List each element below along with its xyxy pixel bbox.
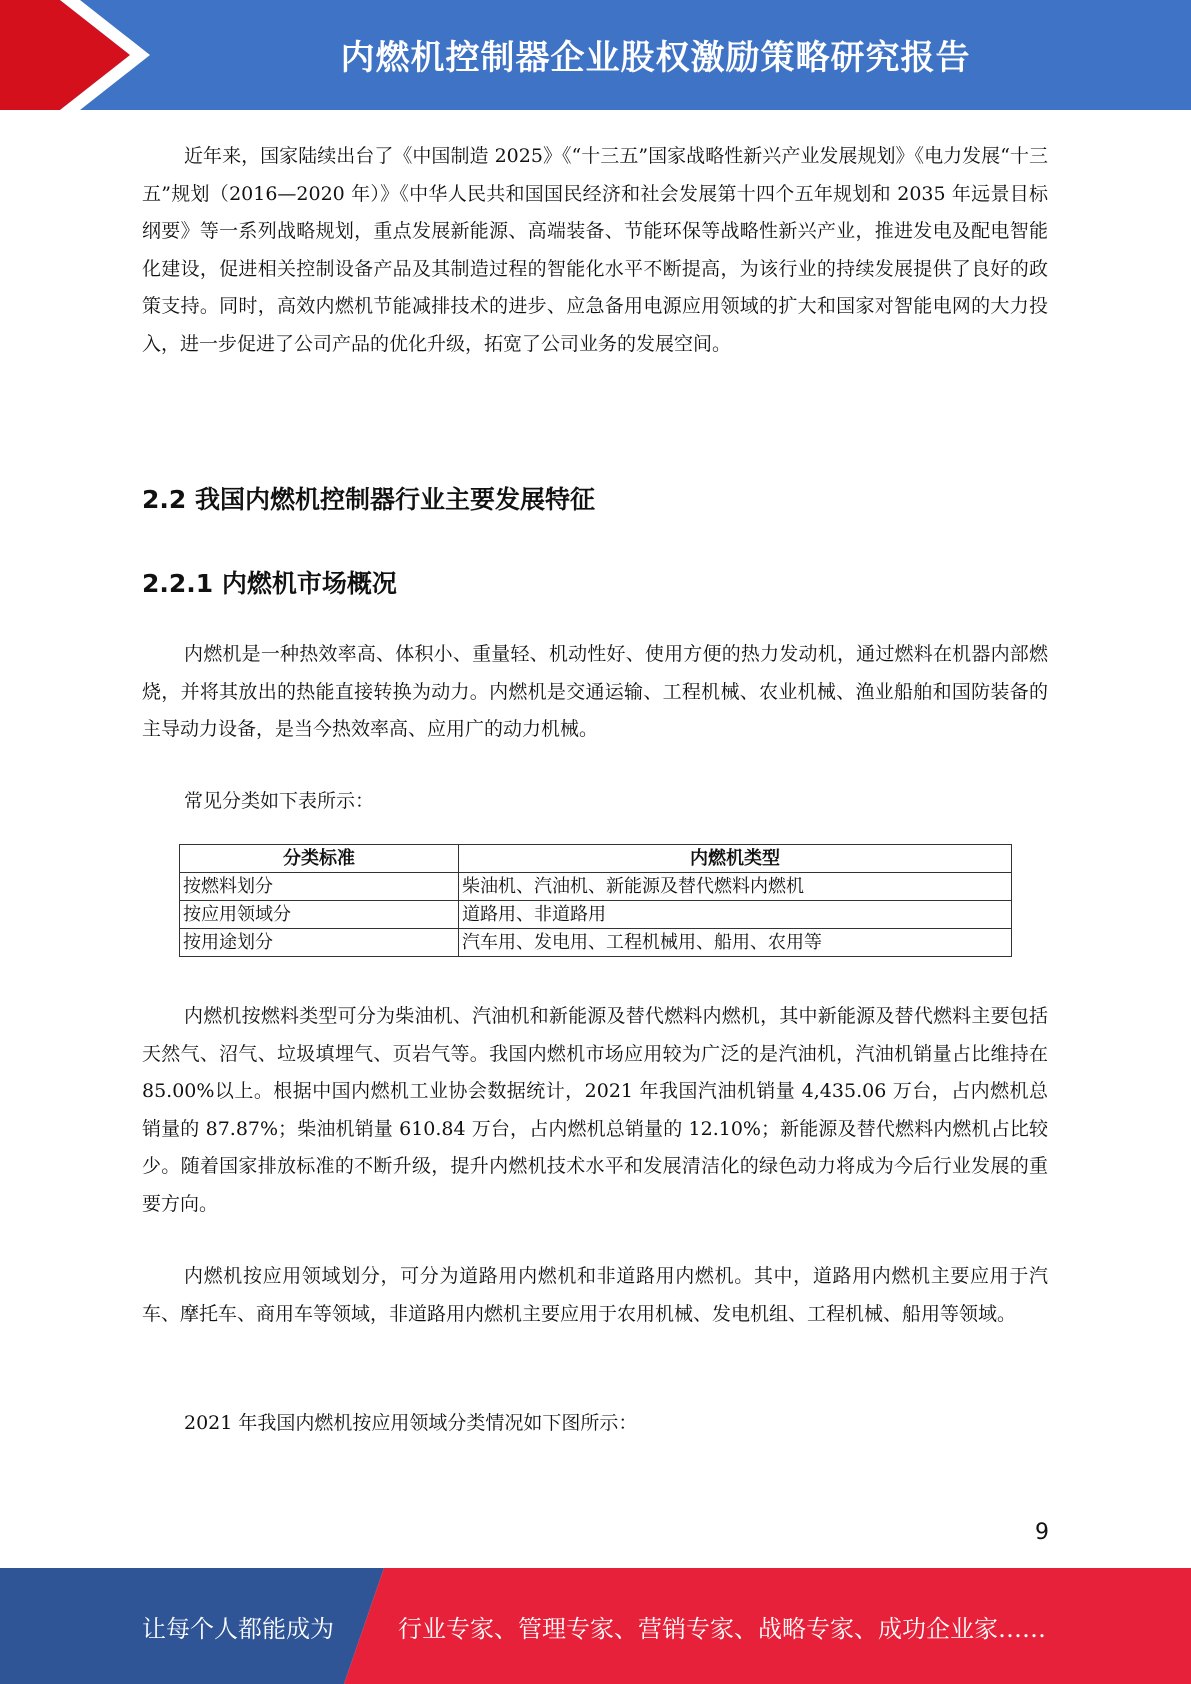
paragraph-application: 内燃机按应用领域划分，可分为道路用内燃机和非道路用内燃机。其中，道路用内燃机主要应用于汽车、摩托车、商用车等领域，非道路用内燃机主要应用于农用机械、发电机组、工程机械、船用等领域。 [142,1265,1048,1325]
table-header-row [180,845,1012,873]
table-row [180,873,1012,901]
table-cell: 按燃料划分 [180,873,459,901]
table-cell: 按用途划分 [180,929,459,957]
table-cell: 汽车用、发电用、工程机械用、船用、农用等 [459,929,1012,957]
table-cell: 柴油机、汽油机、新能源及替代燃料内燃机 [459,873,1012,901]
paragraph-policy: 近年来，国家陆续出台了《中国制造 2025》《“十三五”国家战略性新兴产业发展规划》《电力发展“十三五”规划（2016—2020 年）》《中华人民共和国国民经济和社会发展第十四个五年规划和 2035 年远景目标纲要》等一系列战略规划，重点发展新能源、高端装备、节能环保等战略性新兴产业，推进发电及配电智能化建设，促进相关控制设备产品及其制造过程的智能化水平不断提高，为该行业的持续发展提供了良好的政策支持。同时，高效内燃机节能减排技术的进步、应急备用电源应用领域的扩大和国家对智能电网的大力投入，进一步促进了公司产品的优化升级，拓宽了公司业务的发展空间。 [142,145,1048,355]
page-header [0,0,1191,110]
report-title: 内燃机控制器企业股权激励策略研究报告 [340,37,971,78]
footer-slogan-right: 行业专家、管理专家、营销专家、战略专家、成功企业家…… [398,1614,1046,1643]
section-heading-2-2: 2.2 我国内燃机控制器行业主要发展特征 [142,485,595,514]
table-header-cell: 分类标准 [180,845,459,873]
paragraph-figure-intro: 2021 年我国内燃机按应用领域分类情况如下图所示： [184,1412,638,1434]
table-row [180,929,1012,957]
footer-slogan-left: 让每个人都能成为 [142,1614,334,1643]
paragraph-intro: 内燃机是一种热效率高、体积小、重量轻、机动性好、使用方便的热力发动机，通过燃料在机器内部燃烧，并将其放出的热能直接转换为动力。内燃机是交通运输、工程机械、农业机械、渔业船舶和国防装备的主导动力设备，是当今热效率高、应用广的动力机械。 [142,643,1048,740]
table-cell: 道路用、非道路用 [459,901,1012,929]
paragraph-fuel: 内燃机按燃料类型可分为柴油机、汽油机和新能源及替代燃料内燃机，其中新能源及替代燃料主要包括天然气、沼气、垃圾填埋气、页岩气等。我国内燃机市场应用较为广泛的是汽油机，汽油机销量占比维持在 85.00%以上。根据中国内燃机工业协会数据统计，2021 年我国汽油机销量 4,435.06 万台，占内燃机总销量的 87.87%；柴油机销量 610.84 万台，占内燃机总销量的 12.10%；新能源及替代燃料内燃机占比较少。随着国家排放标准的不断升级，提升内燃机技术水平和发展清洁化的绿色动力将成为今后行业发展的重要方向。 [142,1005,1048,1215]
classification-table [179,844,1012,957]
subsection-heading-2-2-1: 2.2.1 内燃机市场概况 [142,569,397,598]
table-row [180,901,1012,929]
table-cell: 按应用领域分 [180,901,459,929]
page-number: 9 [1035,1520,1049,1545]
table-header-cell: 内燃机类型 [459,845,1012,873]
paragraph-table-intro: 常见分类如下表所示： [184,790,375,812]
page-footer [0,1568,1191,1684]
